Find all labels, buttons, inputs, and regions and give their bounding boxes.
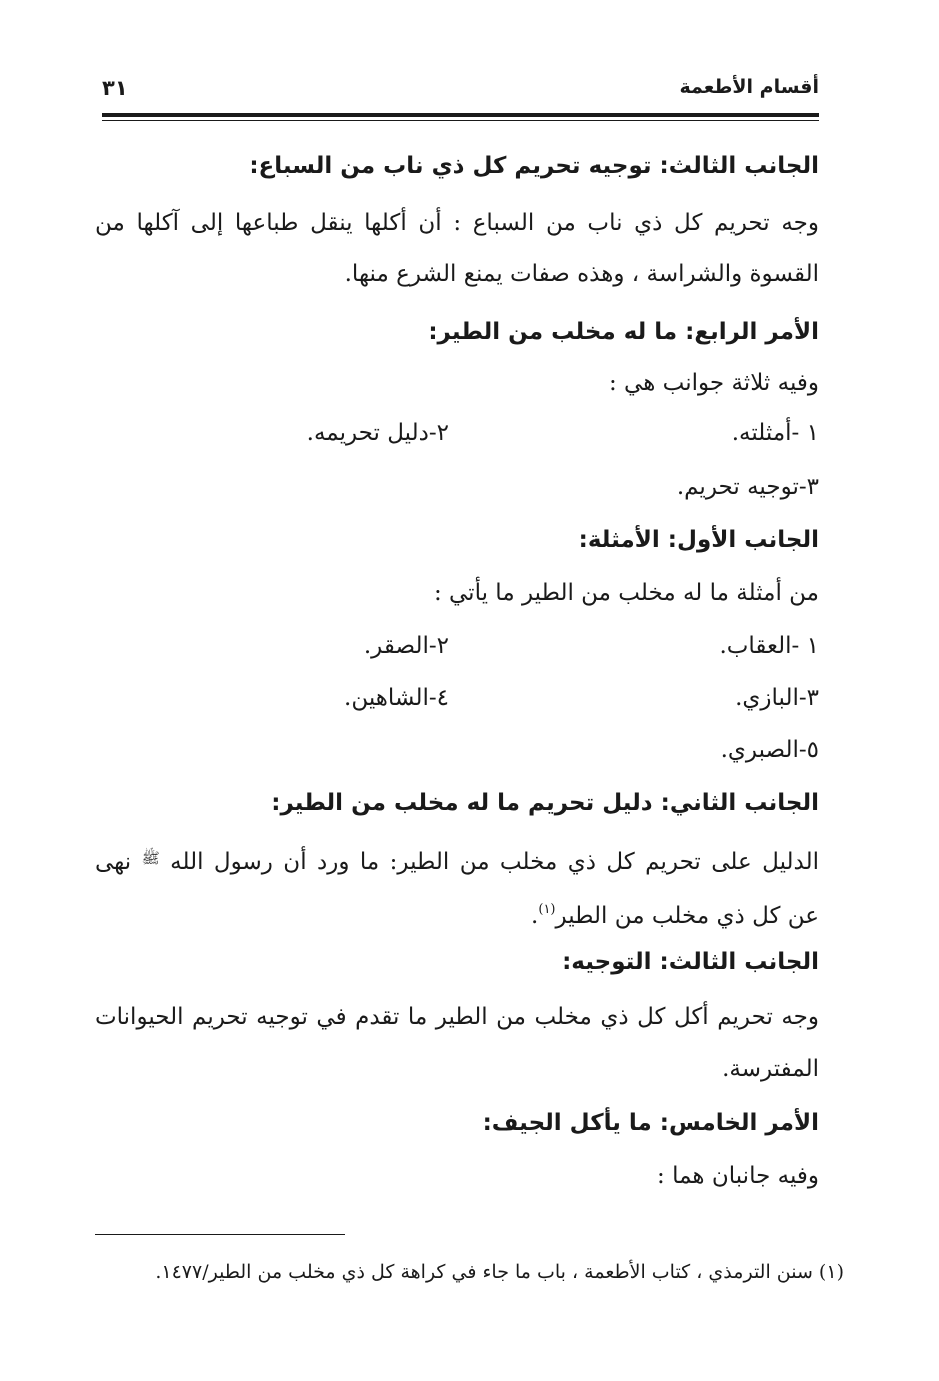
list-row <box>95 626 819 666</box>
list-item: ١ -العقاب. <box>719 633 819 659</box>
running-title: أقسام الأطعمة <box>679 76 819 98</box>
paragraph-text: عن كل ذي مخلب من الطير <box>555 903 819 929</box>
section-heading: الجانب الثالث: التوجيه: <box>562 949 819 975</box>
list-row <box>95 730 819 770</box>
paragraph-text: نهى <box>95 849 132 875</box>
section-heading: الجانب الثاني: دليل تحريم ما له مخلب من الطير: <box>271 790 819 816</box>
page-number: ٣١ <box>102 76 128 100</box>
running-header <box>102 74 819 114</box>
paragraph-line <box>95 838 819 878</box>
footnote-separator <box>95 1234 345 1235</box>
paragraph-line: وفيه ثلاثة جوانب هي : <box>609 370 819 396</box>
list-item: ٤-الشاهين. <box>344 685 449 711</box>
list-item: ٢-دليل تحريمه. <box>306 420 449 446</box>
footnote: (١) سنن الترمذي ، كتاب الأطعمة ، باب ما جاء في كراهة كل ذي مخلب من الطير/١٤٧٧. <box>155 1261 844 1283</box>
section-heading: الجانب الثالث: توجيه تحريم كل ذي ناب من السباع: <box>249 153 819 179</box>
list-item: ٣-البازي. <box>735 685 819 711</box>
honorific-glyph: ﷺ <box>141 849 160 867</box>
section-heading: الأمر الرابع: ما له مخلب من الطير: <box>428 319 819 345</box>
list-item: ٢-الصقر. <box>363 633 449 659</box>
section-heading: الأمر الخامس: ما يأكل الجيف: <box>482 1110 819 1136</box>
list-item: ٣-توجيه تحريم. <box>676 474 819 500</box>
paragraph-line: المفترسة. <box>722 1056 819 1082</box>
header-rule-thick <box>102 113 819 117</box>
footnote-reference[interactable]: (١) <box>538 902 556 917</box>
paragraph-line: وفيه جانبان هما : <box>657 1163 819 1189</box>
list-item: ١ -أمثلته. <box>731 420 819 446</box>
paragraph-line: من أمثلة ما له مخلب من الطير ما يأتي : <box>433 580 819 606</box>
header-rule-thin <box>102 120 819 121</box>
paragraph-line <box>95 890 819 930</box>
list-row <box>95 467 819 507</box>
paragraph-line: وجه تحريم أكل كل ذي مخلب من الطير ما تقدم في توجيه تحريم الحيوانات <box>95 1004 819 1030</box>
list-item: ٥-الصبري. <box>720 737 819 763</box>
paragraph-text: . <box>531 903 539 929</box>
paragraph-line: وجه تحريم كل ذي ناب من السباع : أن أكلها ينقل طباعها إلى آكلها من <box>95 210 819 236</box>
paragraph-text: الدليل على تحريم كل ذي مخلب من الطير: ما ورد أن رسول الله <box>170 849 819 875</box>
list-row <box>95 678 819 718</box>
section-heading: الجانب الأول: الأمثلة: <box>578 527 819 553</box>
paragraph-line: القسوة والشراسة ، وهذه صفات يمنع الشرع منها. <box>344 261 819 287</box>
list-row <box>95 413 819 453</box>
